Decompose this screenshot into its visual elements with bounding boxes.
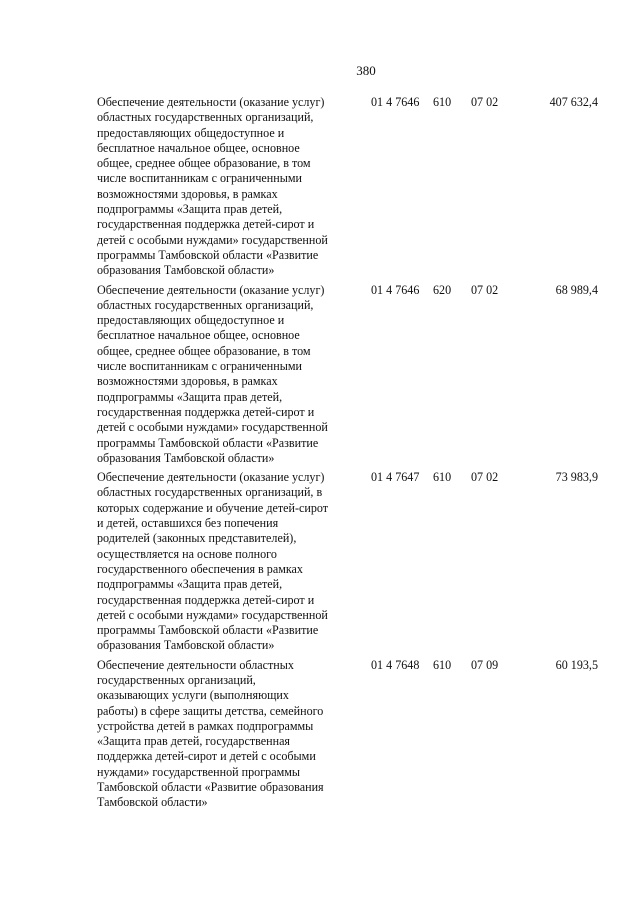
row-amount: 68 989,4 [555, 282, 598, 297]
row-section: 07 02 [471, 282, 499, 297]
row-section: 07 02 [471, 95, 499, 109]
row-description: Обеспечение деятельности (оказание услуг) областных государственных организаций, предоставляющих общедоступное и бесплатное начальное общее, основное общее, среднее общее образование, в том числе воспитанникам с ограниченными возможностями здоровья, в рамках подпрограммы «Защита прав детей, государственная поддержка детей-сирот и детей с особыми нуждами» государственной программы Тамбовской области «Развитие образования Тамбовской области» [97, 282, 328, 465]
row-description: Обеспечение деятельности (оказание услуг) областных государственных организаций, предоставляющих общедоступное и бесплатное начальное общее, основное общее, среднее общее образование, в том числе воспитанникам с ограниченными возможностями здоровья, в рамках подпрограммы «Защита прав детей, государственная поддержка детей-сирот и детей с особыми нуждами» государственной программы Тамбовской области «Развитие образования Тамбовской области» [97, 95, 328, 278]
row-expense-type: 610 [433, 657, 452, 672]
row-target-article: 01 4 7647 [371, 470, 420, 485]
table-row [0, 470, 640, 654]
row-amount: 407 632,4 [549, 95, 598, 109]
budget-table [0, 95, 640, 815]
row-amount: 60 193,5 [555, 657, 598, 672]
row-target-article: 01 4 7648 [371, 657, 420, 672]
row-section: 07 09 [471, 657, 499, 672]
table-row [0, 283, 640, 467]
row-section: 07 02 [471, 470, 499, 485]
row-target-article: 01 4 7646 [371, 282, 420, 297]
table-row [0, 95, 640, 279]
row-amount: 73 983,9 [555, 470, 598, 485]
page-number: 380 [356, 63, 376, 78]
row-expense-type: 620 [433, 282, 452, 297]
table-row [0, 658, 640, 811]
row-expense-type: 610 [433, 470, 452, 485]
row-description: Обеспечение деятельности областных государственных организаций, оказывающих услуги (выполняющих работы) в сфере защиты детства, семейного устройства детей в рамках подпрограммы «Защита прав детей, государственная поддержка детей-сирот и детей с особыми нуждами» государственной программы Тамбовской области «Развитие образования Тамбовской области» [97, 657, 324, 810]
row-description: Обеспечение деятельности (оказание услуг) областных государственных организаций, в которых содержание и обучение детей-сирот и детей, оставшихся без попечения родителей (законных представителей), осуществляется на основе полного государственного обеспечения в рамках подпрограммы «Защита прав детей, государственная поддержка детей-сирот и детей с особыми нуждами» государственной программы Тамбовской области «Развитие образования Тамбовской области» [97, 470, 329, 653]
row-expense-type: 610 [433, 95, 452, 109]
row-target-article: 01 4 7646 [371, 95, 420, 109]
